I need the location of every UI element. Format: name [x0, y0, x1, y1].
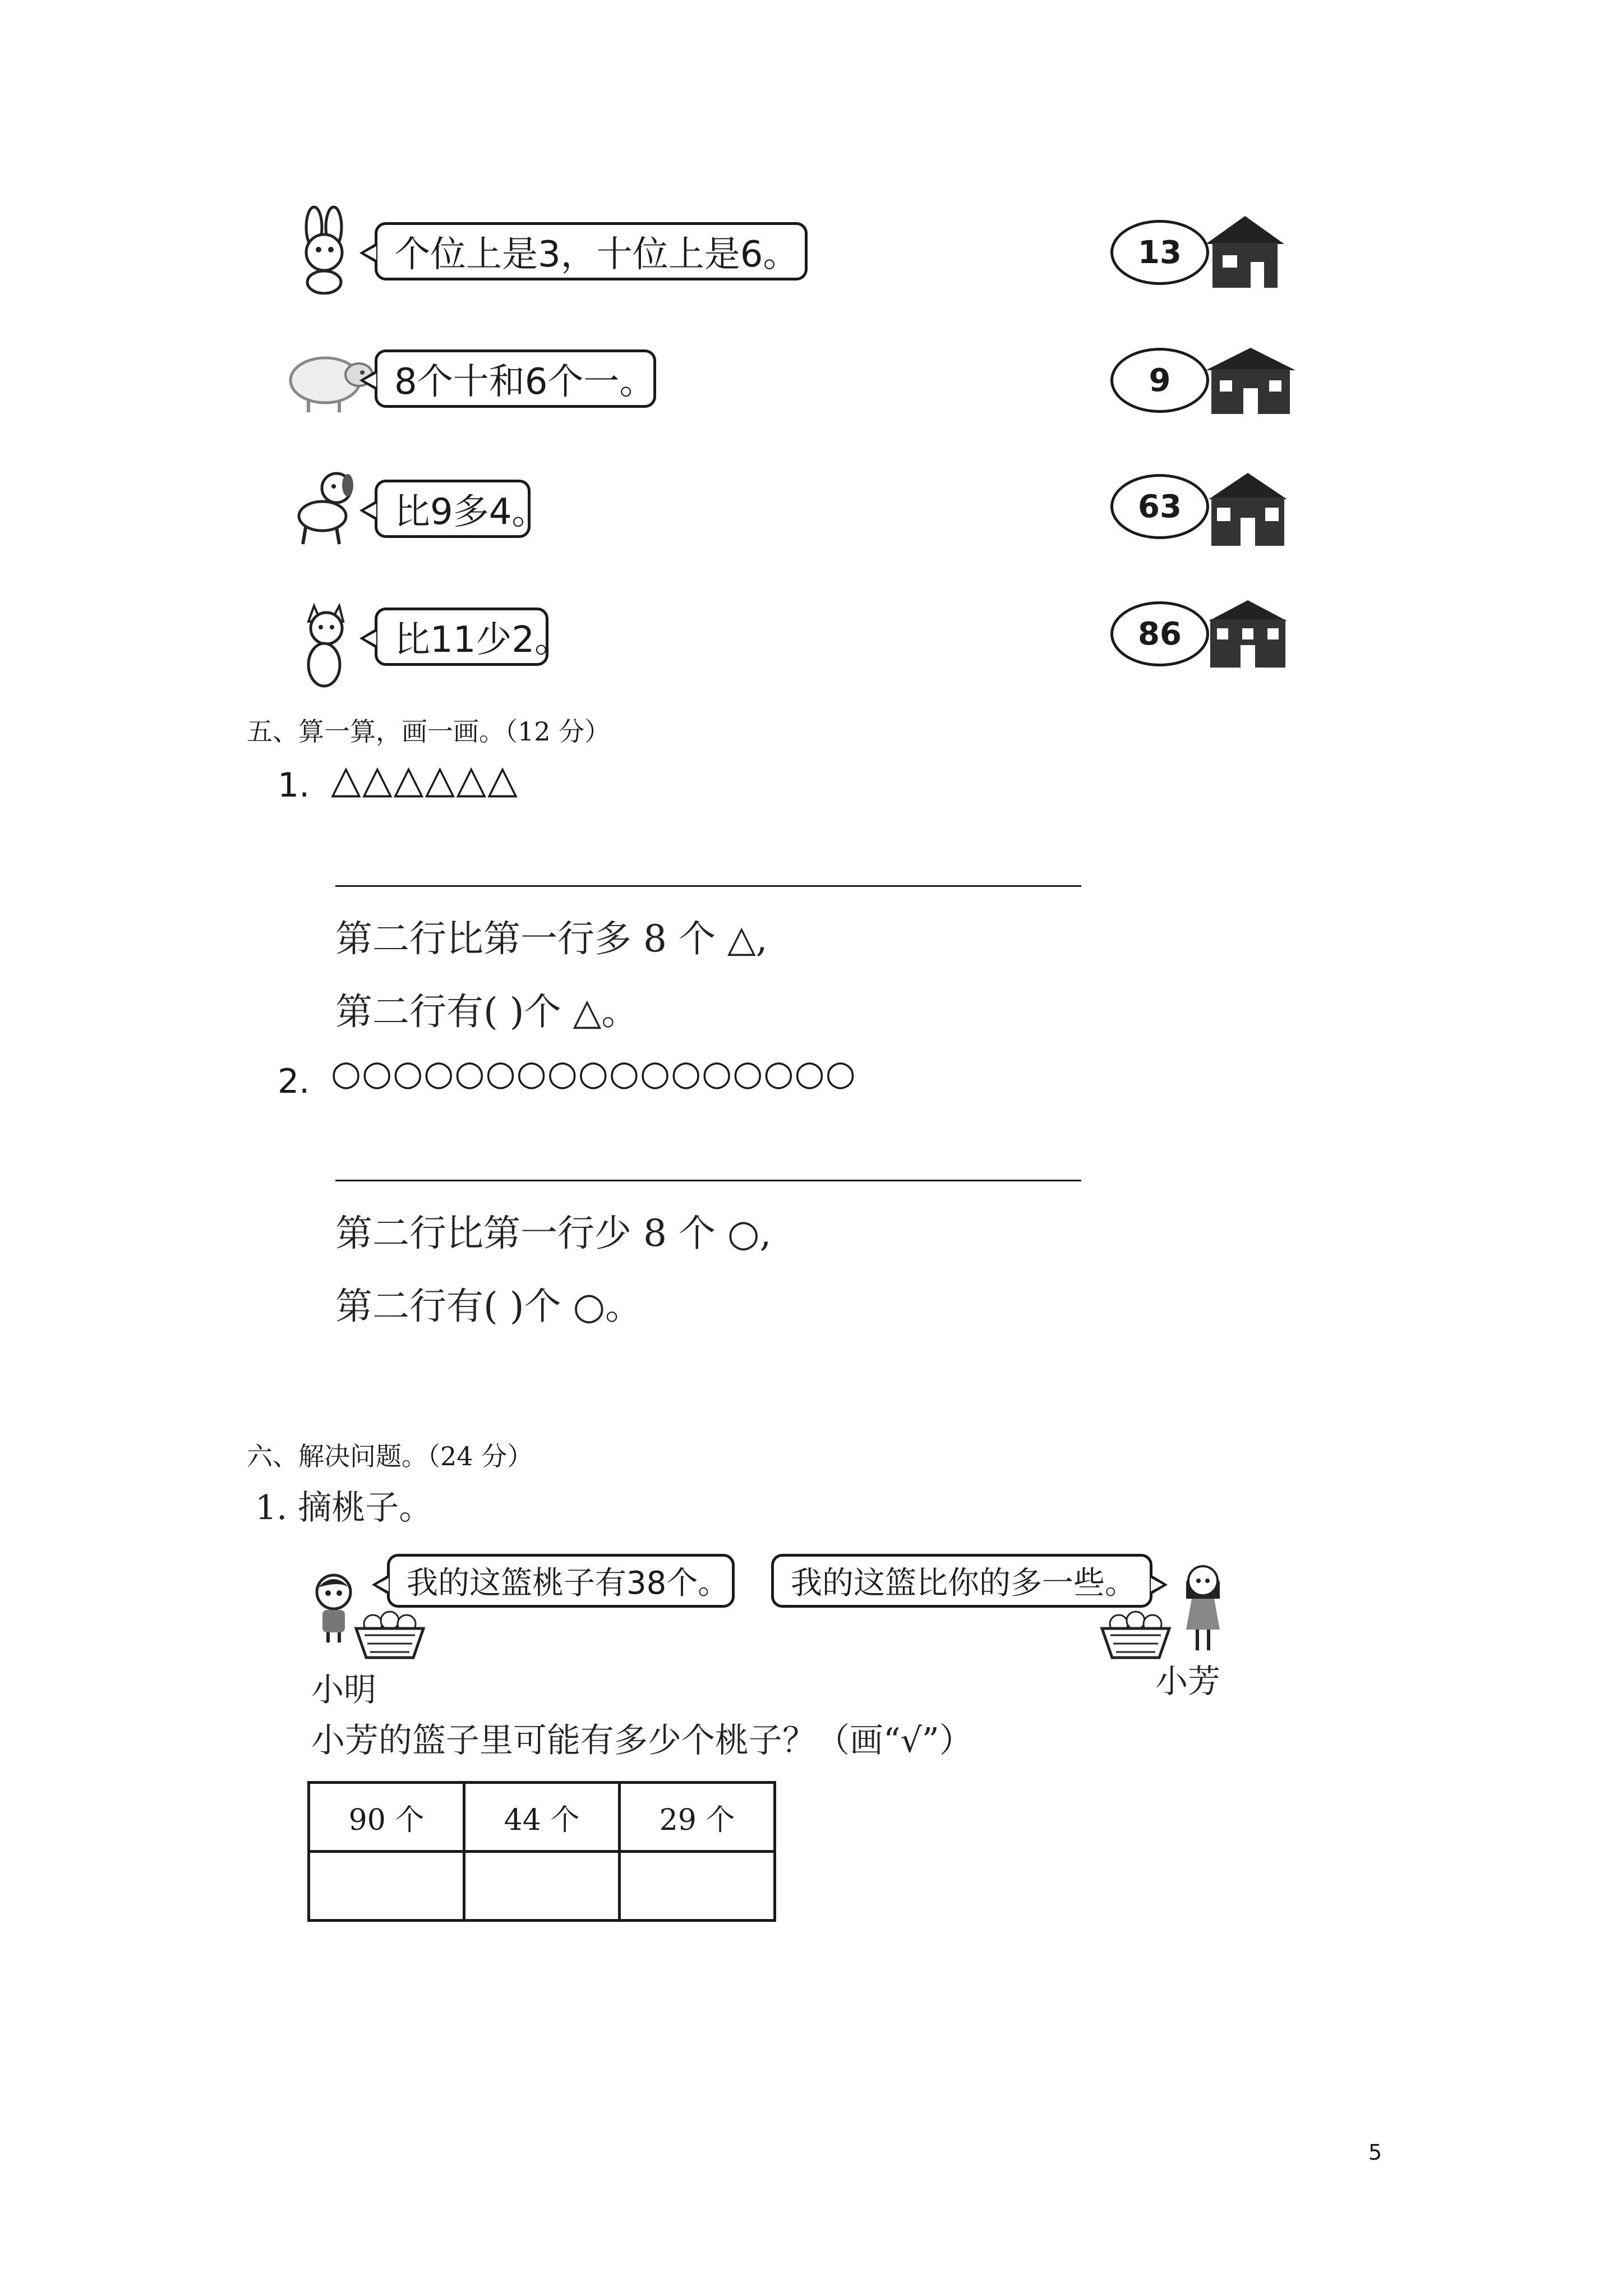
house-icon: [1200, 468, 1295, 549]
q1-number: 1.: [278, 766, 310, 805]
q-title: 1. 摘桃子。: [255, 1488, 433, 1527]
table-row: [309, 1852, 775, 1921]
checkmark-cell[interactable]: [620, 1852, 775, 1921]
option-cell: 29 个: [620, 1783, 775, 1852]
house-number: 9: [1149, 362, 1171, 399]
clue-bubble-2: [375, 349, 656, 408]
girl-name: 小芳: [1155, 1662, 1221, 1700]
basket-icon: [351, 1602, 429, 1665]
table-row: [309, 1783, 775, 1852]
section5-heading: 五、算一算，画一画。（12 分）: [247, 716, 611, 747]
house-number-oval-3: [1110, 474, 1209, 539]
house-number-oval-1: [1110, 220, 1209, 285]
boy-speech: 我的这篮桃子有38个。: [407, 1565, 730, 1602]
girl-speech-bubble: [771, 1554, 1152, 1608]
answer-table: [307, 1781, 776, 1922]
q1-line2: 第二行有( )个 △。: [335, 990, 639, 1033]
house-icon: [1200, 596, 1295, 671]
answer-line: [335, 885, 1081, 887]
house-icon: [1203, 342, 1298, 417]
q2-line2: 第二行有( )个 ○。: [335, 1285, 643, 1328]
question-text: 小芳的篮子里可能有多少个桃子？（画“√”）: [311, 1721, 973, 1760]
clue-text: 8个十和6个一。: [394, 361, 656, 403]
boy-speech-bubble: [387, 1554, 735, 1608]
checkmark-cell[interactable]: [464, 1852, 620, 1921]
checkmark-cell[interactable]: [309, 1852, 464, 1921]
house-number: 63: [1138, 488, 1182, 525]
section6-heading: 六、解决问题。（24 分）: [247, 1441, 533, 1471]
q2-number: 2.: [278, 1062, 310, 1101]
house-number: 86: [1138, 615, 1182, 652]
triangle-row: △△△△△△: [331, 756, 519, 802]
house-number: 13: [1138, 234, 1182, 271]
clue-text: 比9多4。: [394, 491, 548, 533]
clue-text: 比11少2。: [394, 619, 571, 661]
clue-bubble-1: [375, 222, 808, 280]
circle-row: ○○○○○○○○○○○○○○○○○: [331, 1052, 856, 1093]
q1-line1: 第二行比第一行多 8 个 △,: [335, 917, 768, 960]
boy-name: 小明: [311, 1671, 377, 1709]
answer-line: [335, 1180, 1081, 1181]
rabbit-icon: [292, 205, 359, 295]
option-cell: 90 个: [309, 1783, 464, 1852]
house-number-oval-4: [1110, 601, 1209, 666]
option-cell: 44 个: [464, 1783, 620, 1852]
house-icon: [1200, 210, 1290, 291]
page-number: 5: [1368, 2140, 1382, 2165]
clue-bubble-4: [375, 608, 571, 666]
q2-line1: 第二行比第一行少 8 个 ○,: [335, 1212, 772, 1255]
clue-text: 个位上是3，十位上是6。: [394, 234, 799, 275]
cat-icon: [292, 595, 359, 690]
dog-icon: [289, 468, 362, 547]
girl-speech: 我的这篮比你的多一些。: [791, 1565, 1136, 1602]
girl-icon: [1175, 1554, 1231, 1655]
clue-bubble-3: [375, 480, 548, 538]
house-number-oval-2: [1110, 348, 1209, 413]
